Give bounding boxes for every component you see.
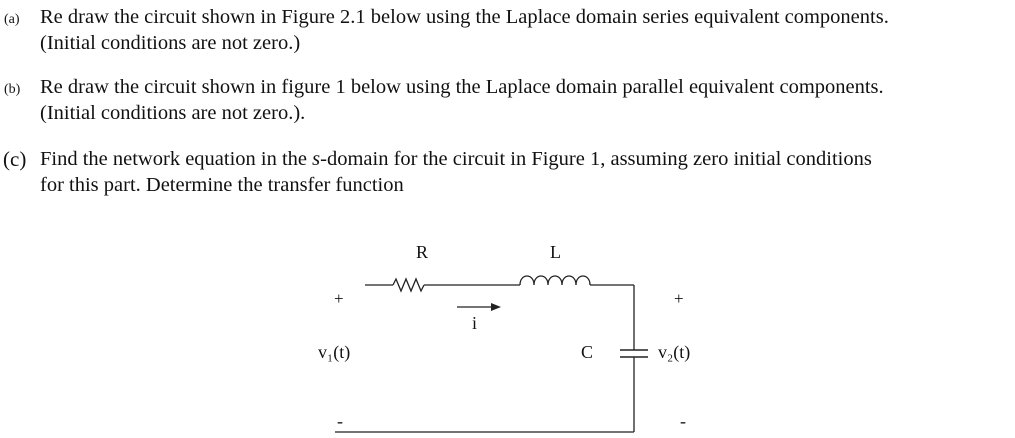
- inductor-label: L: [550, 242, 561, 262]
- input-minus-label: -: [337, 411, 343, 431]
- question-c-line1-before: Find the network equation in the: [40, 148, 313, 170]
- question-c-marker: (c): [3, 147, 27, 171]
- question-b-marker: (b): [4, 82, 21, 97]
- capacitor-label: C: [581, 342, 594, 362]
- output-voltage-label: v₂(t): [658, 342, 691, 362]
- question-c-line1-italic: s: [312, 148, 321, 170]
- question-a-marker: (a): [4, 12, 20, 27]
- current-arrow-head: [491, 303, 501, 311]
- question-c-line1-after: -domain for the circuit in Figure 1, assuming zero initial conditions: [320, 148, 872, 170]
- input-plus-label: +: [334, 289, 344, 308]
- input-voltage-label: v₁(t): [318, 342, 351, 362]
- question-c-line2: for this part. Determine the transfer function: [40, 174, 404, 196]
- question-b-line1: Re draw the circuit shown in figure 1 below using the Laplace domain parallel equivalent components.: [40, 76, 884, 98]
- inductor-symbol: [520, 276, 590, 285]
- question-a-line1: Re draw the circuit shown in Figure 2.1 below using the Laplace domain series equivalent components.: [40, 6, 889, 28]
- resistor-label: R: [416, 242, 429, 262]
- question-a-line2: (Initial conditions are not zero.): [40, 32, 301, 54]
- current-label: i: [472, 313, 478, 333]
- output-minus-label: -: [680, 411, 686, 431]
- output-plus-label: +: [674, 289, 684, 308]
- question-b-line2: (Initial conditions are not zero.).: [40, 102, 306, 124]
- resistor-symbol: [393, 279, 424, 291]
